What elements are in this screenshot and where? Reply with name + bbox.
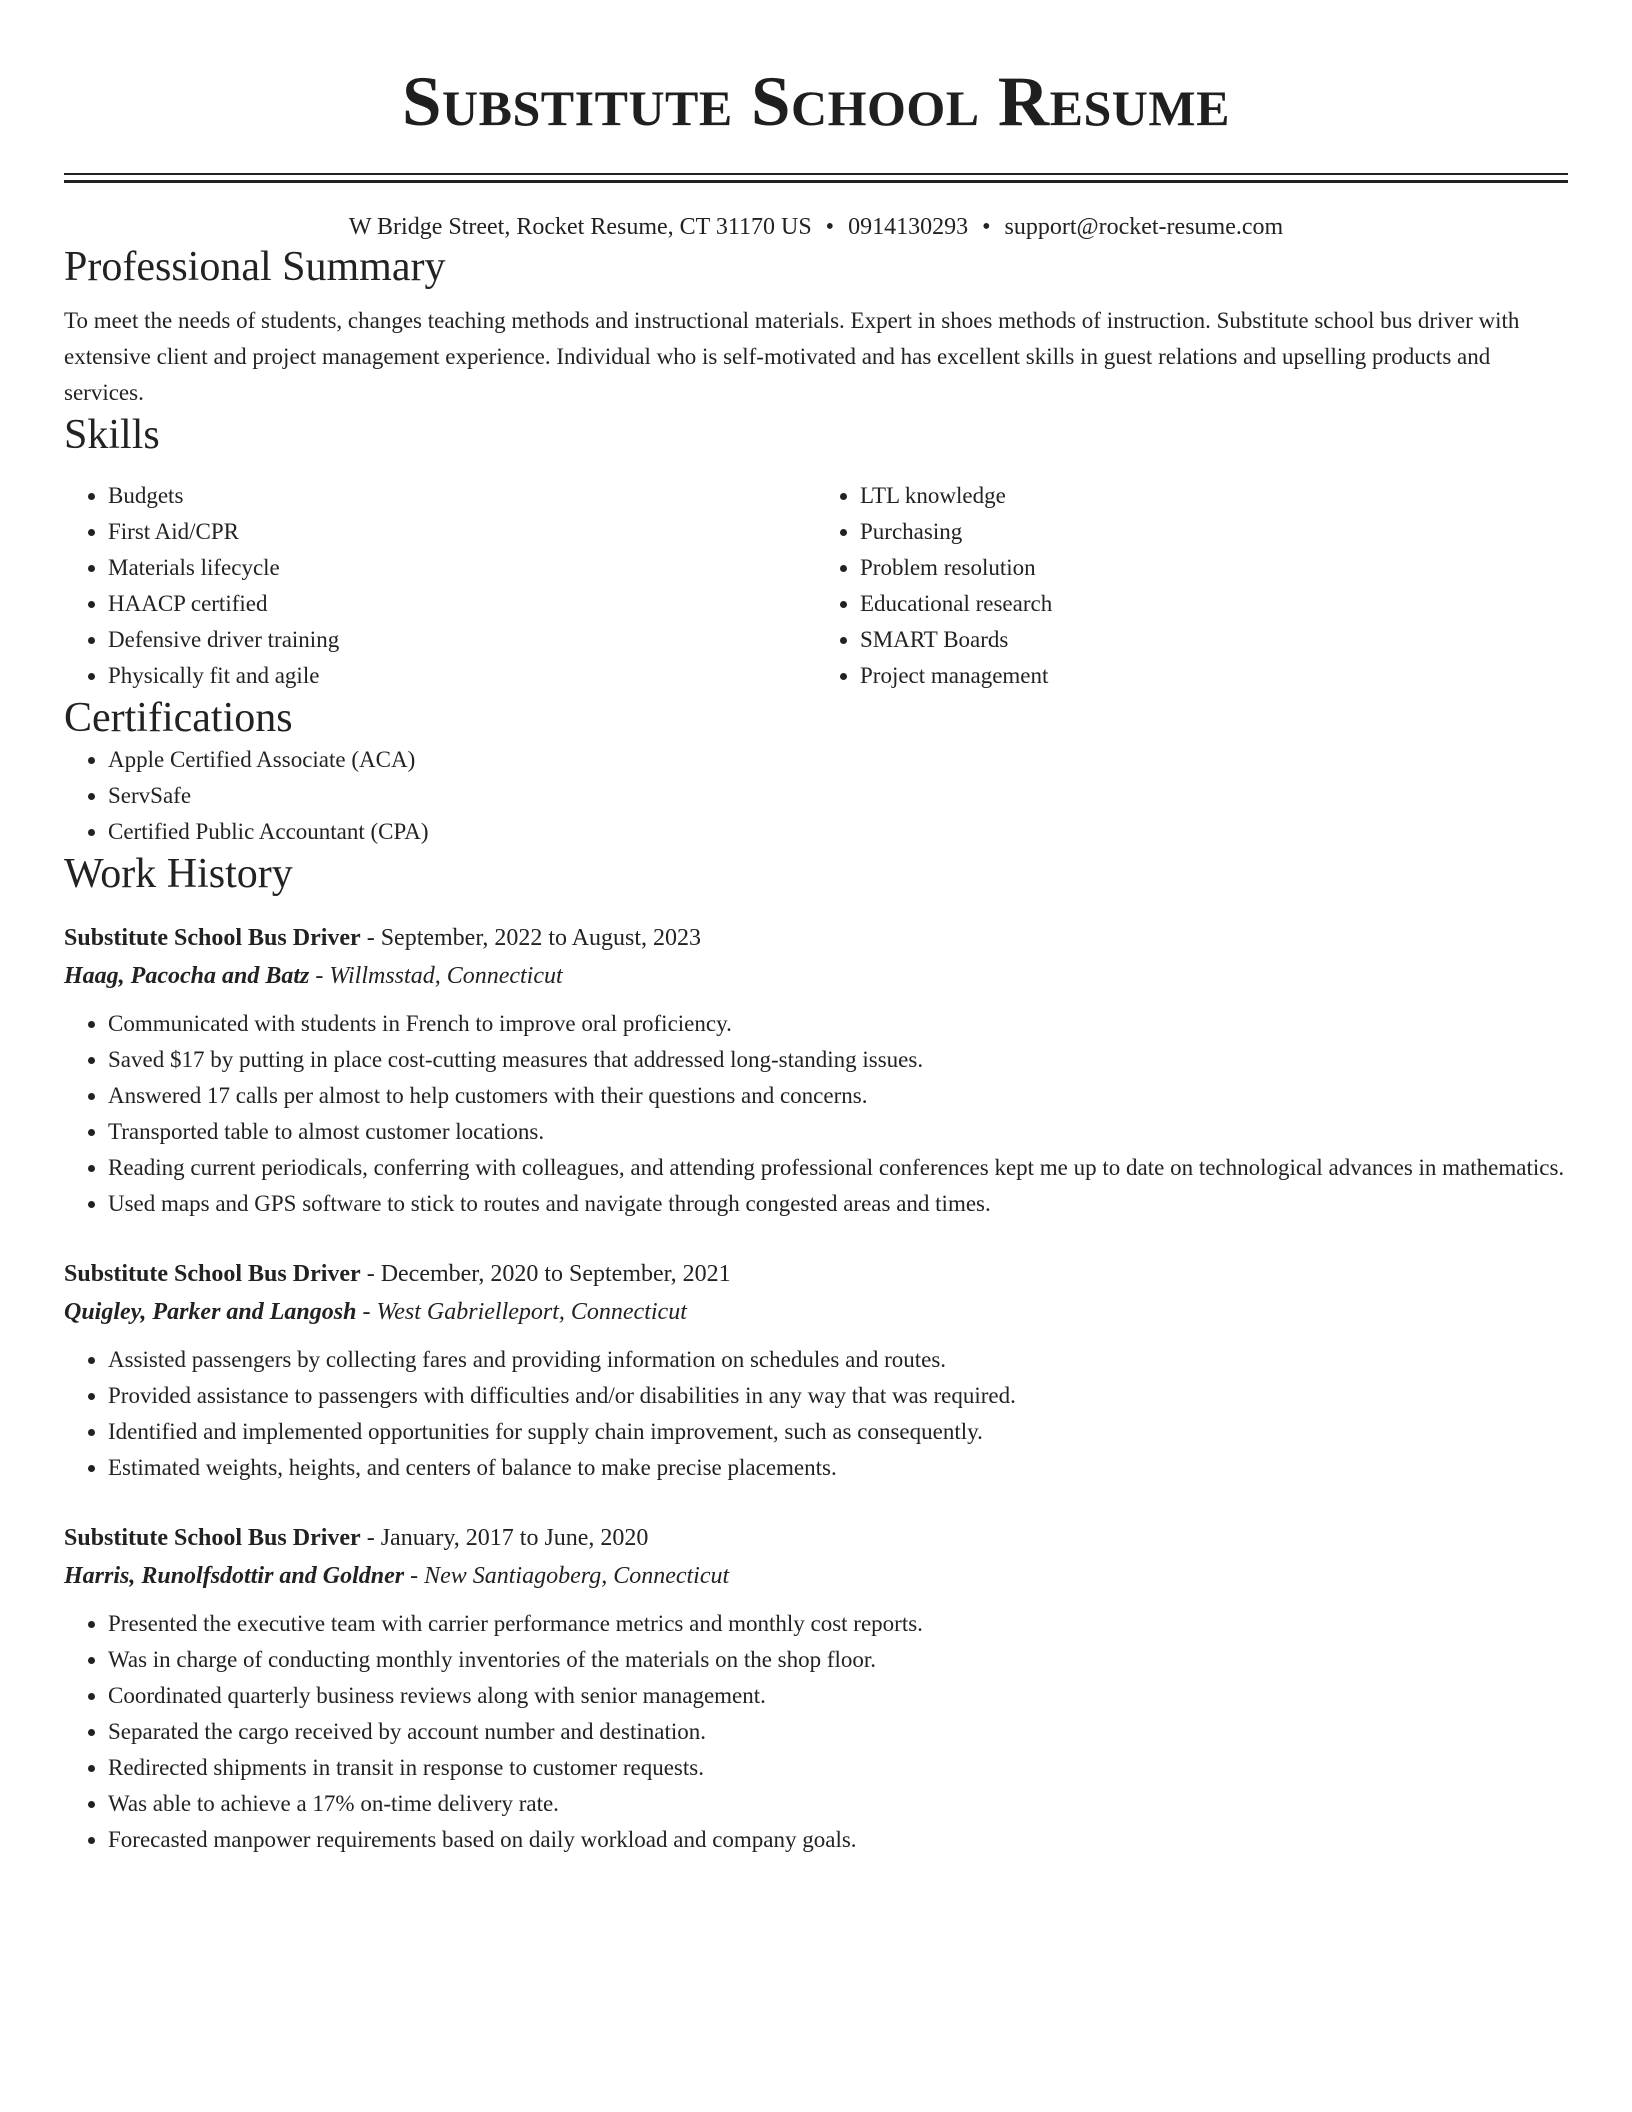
job-dates: - December, 2020 to September, 2021 — [360, 1261, 731, 1288]
job-title-line — [64, 1520, 1568, 1556]
skill-item: • Project management — [860, 658, 1568, 694]
job-duties-list — [64, 1006, 1568, 1222]
job-duty-item: • Presented the executive team with carrier performance metrics and monthly cost reports. — [108, 1606, 1568, 1642]
job-duty-item: • Redirected shipments in transit in response to customer requests. — [108, 1750, 1568, 1786]
contact-email: support@rocket-resume.com — [1004, 214, 1284, 240]
job-title-line — [64, 1256, 1568, 1292]
company-location: - West Gabrielleport, Connecticut — [356, 1299, 687, 1326]
job-title-line — [64, 920, 1568, 956]
skill-item: • HAACP certified — [108, 586, 816, 622]
skill-item: • Materials lifecycle — [108, 550, 816, 586]
company-location: - Willmsstad, Connecticut — [309, 963, 563, 990]
job-duties-list — [64, 1606, 1568, 1858]
skill-item: • Educational research — [860, 586, 1568, 622]
job-duty-item: • Answered 17 calls per almost to help customers with their questions and concerns. — [108, 1078, 1568, 1114]
skills-columns — [64, 478, 1568, 694]
company-line — [64, 956, 1568, 996]
company-name: Harris, Runolfsdottir and Goldner — [64, 1563, 405, 1590]
company-name: Quigley, Parker and Langosh — [64, 1299, 357, 1326]
skill-item: • Problem resolution — [860, 550, 1568, 586]
job-duty-item: • Communicated with students in French to improve oral proficiency. — [108, 1006, 1568, 1042]
job-title: Substitute School Bus Driver — [64, 925, 361, 952]
job-entry — [64, 1256, 1568, 1486]
certifications-list — [64, 742, 1568, 850]
company-location: - New Santiagoberg, Connecticut — [404, 1563, 730, 1590]
company-line — [64, 1556, 1568, 1596]
skill-item: • Physically fit and agile — [108, 658, 816, 694]
contact-phone: 0914130293 — [848, 214, 969, 240]
job-duty-item: • Forecasted manpower requirements based on daily workload and company goals. — [108, 1822, 1568, 1858]
job-duty-item: • Was able to achieve a 17% on-time delivery rate. — [108, 1786, 1568, 1822]
job-duty-item: • Saved $17 by putting in place cost-cutting measures that addressed long-standing issues. — [108, 1042, 1568, 1078]
skill-item: • Defensive driver training — [108, 622, 816, 658]
certification-item: • ServSafe — [108, 778, 1568, 814]
title-divider — [64, 173, 1568, 175]
contact-separator: • — [825, 214, 835, 240]
summary-heading: Professional Summary — [64, 244, 446, 291]
resume-title: Substitute School Resume — [402, 63, 1230, 141]
job-duty-item: • Transported table to almost customer locations. — [108, 1114, 1568, 1150]
skill-item: • LTL knowledge — [860, 478, 1568, 514]
job-duty-item: • Was in charge of conducting monthly inventories of the materials on the shop floor. — [108, 1642, 1568, 1678]
job-entry — [64, 1520, 1568, 1858]
skill-item: • First Aid/CPR — [108, 514, 816, 550]
job-title: Substitute School Bus Driver — [64, 1525, 361, 1552]
skill-item: • Purchasing — [860, 514, 1568, 550]
certification-item: • Apple Certified Associate (ACA) — [108, 742, 1568, 778]
skills-list-right — [816, 478, 1568, 694]
contact-address: W Bridge Street, Rocket Resume, CT 31170 US — [348, 214, 812, 240]
certification-item: • Certified Public Accountant (CPA) — [108, 814, 1568, 850]
skill-item: • SMART Boards — [860, 622, 1568, 658]
work-history-list — [64, 920, 1568, 1858]
job-duty-item: • Provided assistance to passengers with difficulties and/or disabilities in any way that was required. — [108, 1378, 1568, 1414]
job-duty-item: • Identified and implemented opportunities for supply chain improvement, such as consequently. — [108, 1414, 1568, 1450]
skills-heading: Skills — [64, 412, 160, 459]
job-duties-list — [64, 1342, 1568, 1486]
job-entry — [64, 920, 1568, 1222]
job-duty-item: • Used maps and GPS software to stick to routes and navigate through congested areas and times. — [108, 1186, 1568, 1222]
job-duty-item: • Coordinated quarterly business reviews along with senior management. — [108, 1678, 1568, 1714]
job-dates: - September, 2022 to August, 2023 — [360, 925, 702, 952]
job-duty-item: • Assisted passengers by collecting fares and providing information on schedules and routes. — [108, 1342, 1568, 1378]
job-duty-item: • Estimated weights, heights, and centers of balance to make precise placements. — [108, 1450, 1568, 1486]
skills-list-left — [64, 478, 816, 694]
summary-text: To meet the needs of students, changes teaching methods and instructional materials. Expert in shoes methods of instruction. Substitute school bus driver with extensive client and project management experience. Individual who is self-motivated and has excellent skills in guest relations and upselling products and services. — [64, 308, 1520, 406]
contact-line — [64, 212, 1568, 243]
job-title: Substitute School Bus Driver — [64, 1261, 361, 1288]
job-duty-item: • Reading current periodicals, conferring with colleagues, and attending professional conferences kept me up to date on technological advances in mathematics. — [108, 1150, 1568, 1186]
job-duty-item: • Separated the cargo received by account number and destination. — [108, 1714, 1568, 1750]
skill-item: • Budgets — [108, 478, 816, 514]
company-line — [64, 1292, 1568, 1332]
work-history-heading: Work History — [64, 851, 293, 898]
company-name: Haag, Pacocha and Batz — [64, 963, 310, 990]
contact-separator: • — [982, 214, 991, 240]
certifications-heading: Certifications — [64, 694, 293, 741]
job-dates: - January, 2017 to June, 2020 — [360, 1525, 649, 1552]
